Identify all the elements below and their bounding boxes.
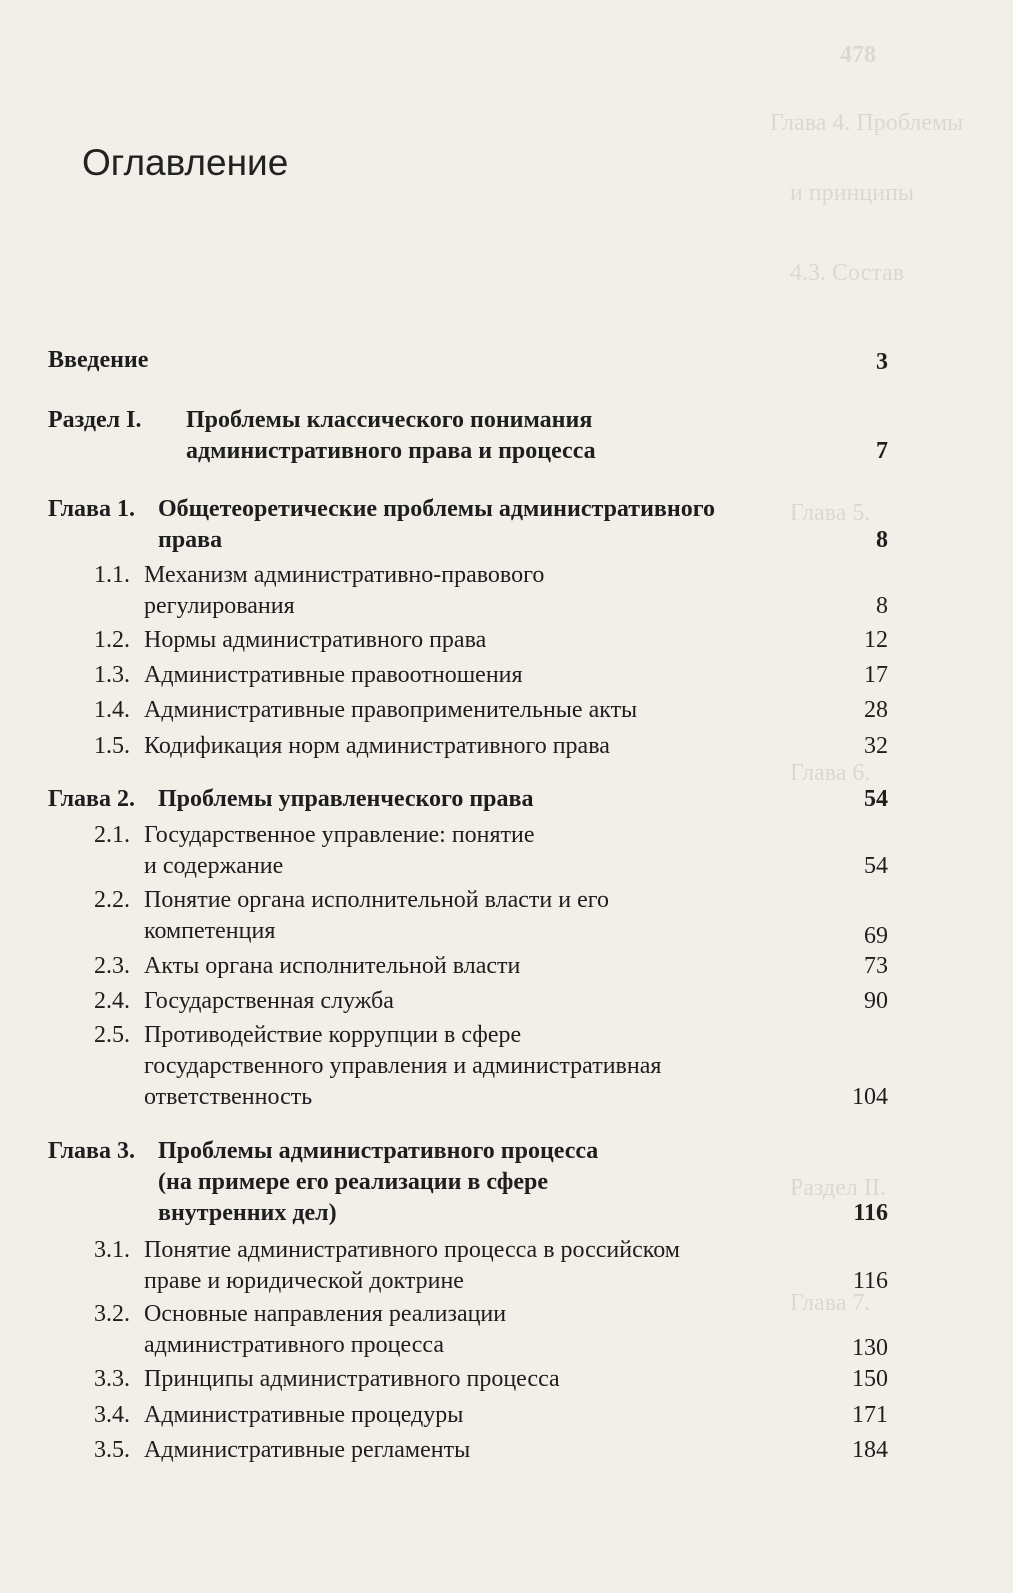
toc-entry-number: 2.1. [94, 822, 130, 848]
bleed-through-text: 478 [840, 42, 876, 68]
toc-entry-title: Административные процедуры [144, 1402, 464, 1428]
toc-entry-title: внутренних дел) [158, 1200, 337, 1226]
toc-page-number: 7 [876, 438, 888, 464]
toc-page-number: 54 [864, 786, 888, 812]
toc-entry-number: 3.4. [94, 1402, 130, 1428]
toc-entry-title: Нормы административного права [144, 627, 487, 653]
toc-entry-title: Основные направления реализации [144, 1301, 507, 1327]
toc-page-number: 8 [876, 593, 888, 619]
bleed-through-text: Глава 6. [790, 760, 871, 786]
toc-entry-title: компетенция [144, 918, 276, 944]
toc-entry-number: 2.2. [94, 887, 130, 913]
toc-entry-title: праве и юридической доктрине [144, 1268, 464, 1294]
toc-entry-title: Акты органа исполнительной власти [144, 953, 521, 979]
toc-entry-number: 3.2. [94, 1301, 130, 1327]
toc-entry-title: Административные правоотношения [144, 662, 523, 688]
bleed-through-text: и принципы [790, 180, 915, 206]
toc-entry-title: Понятие административного процесса в российском [144, 1237, 680, 1263]
toc-entry-title: Понятие органа исполнительной власти и его [144, 887, 609, 913]
toc-entry-number: 1.1. [94, 562, 130, 588]
toc-entry-number: 3.3. [94, 1366, 130, 1392]
toc-page-number: 73 [864, 953, 888, 979]
toc-page-number: 130 [852, 1335, 888, 1361]
toc-page-number: 28 [864, 697, 888, 723]
toc-entry-number: 2.3. [94, 953, 130, 979]
toc-page-number: 12 [864, 627, 888, 653]
toc-entry-number: 1.5. [94, 733, 130, 759]
toc-entry-title: Противодействие коррупции в сфере [144, 1022, 522, 1048]
toc-entry-title: Принципы административного процесса [144, 1366, 560, 1392]
toc-entry-title: Административные регламенты [144, 1437, 471, 1463]
toc-page-number: 184 [852, 1437, 888, 1463]
toc-entry-title: Государственная служба [144, 988, 394, 1014]
toc-entry-number: 1.4. [94, 697, 130, 723]
toc-entry-title: Государственное управление: понятие [144, 822, 535, 848]
toc-entry-title: административного процесса [144, 1332, 444, 1358]
toc-entry-number: Раздел I. [48, 407, 142, 433]
toc-entry-title: Введение [48, 347, 149, 373]
toc-entry-title: государственного управления и административная [144, 1053, 662, 1079]
toc-entry-number: Глава 1. [48, 496, 135, 522]
toc-page-number: 17 [864, 662, 888, 688]
page-title: Оглавление [82, 142, 289, 183]
bleed-through-text: 4.3. Состав [790, 260, 905, 286]
toc-page-number: 3 [876, 349, 888, 375]
toc-entry-title: Административные правоприменительные акты [144, 697, 638, 723]
toc-entry-title: права [158, 527, 223, 553]
bleed-through-text: Раздел II. [790, 1175, 886, 1201]
bleed-through-text: Глава 7. [790, 1290, 871, 1316]
toc-page-number: 104 [852, 1084, 888, 1110]
toc-entry-title: и содержание [144, 853, 284, 879]
bleed-through-text: Глава 4. Проблемы [770, 110, 964, 136]
bleed-through-text: Глава 5. [790, 500, 871, 526]
toc-entry-number: 1.3. [94, 662, 130, 688]
toc-page-number: 171 [852, 1402, 888, 1428]
toc-entry-title: Проблемы административного процесса [158, 1138, 599, 1164]
toc-entry-number: Глава 2. [48, 786, 135, 812]
toc-entry-number: 2.4. [94, 988, 130, 1014]
toc-page-number: 116 [853, 1200, 888, 1226]
toc-page-number: 116 [852, 1268, 888, 1294]
toc-page-number: 8 [876, 527, 888, 553]
toc-entry-number: 3.1. [94, 1237, 130, 1263]
toc-page-number: 90 [864, 988, 888, 1014]
toc-entry-number: 3.5. [94, 1437, 130, 1463]
toc-entry-title: регулирования [144, 593, 295, 619]
toc-page-number: 54 [864, 853, 888, 879]
toc-entry-number: Глава 3. [48, 1138, 135, 1164]
toc-entry-title: (на примере его реализации в сфере [158, 1169, 548, 1195]
toc-page-number: 69 [864, 923, 888, 949]
toc-entry-number: 2.5. [94, 1022, 130, 1048]
toc-entry-title: Общетеоретические проблемы административного [158, 496, 716, 522]
toc-entry-title: административного права и процесса [186, 438, 596, 464]
toc-entry-number: 1.2. [94, 627, 130, 653]
toc-entry-title: Проблемы управленческого права [158, 786, 534, 812]
toc-entry-title: ответственность [144, 1084, 313, 1110]
toc-page-number: 150 [852, 1366, 888, 1392]
toc-entry-title: Механизм административно-правового [144, 562, 545, 588]
toc-entry-title: Кодификация норм административного права [144, 733, 610, 759]
toc-entry-title: Проблемы классического понимания [186, 407, 593, 433]
toc-page-number: 32 [864, 733, 888, 759]
